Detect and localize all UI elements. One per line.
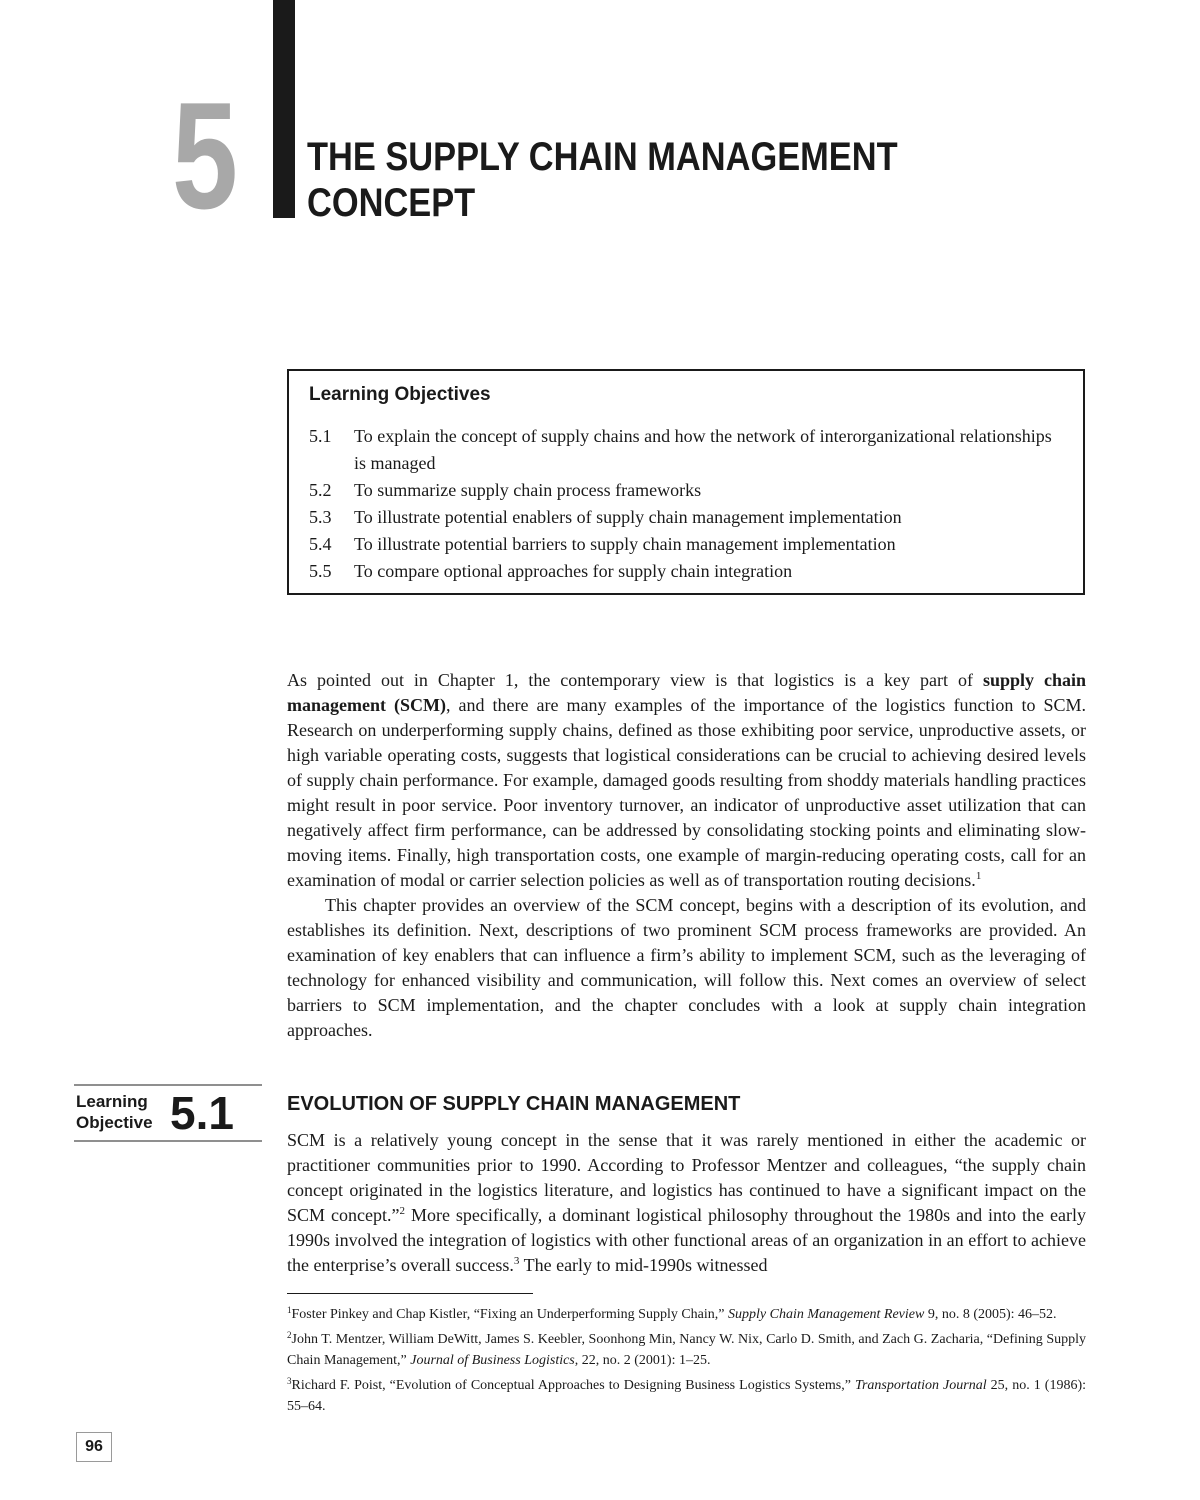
learning-objective-number: 5.5 bbox=[309, 561, 332, 581]
learning-objectives-heading: Learning Objectives bbox=[309, 384, 491, 405]
learning-objective-item bbox=[309, 558, 1063, 585]
margin-objective-label bbox=[76, 1091, 153, 1133]
section-heading: EVOLUTION OF SUPPLY CHAIN MANAGEMENT bbox=[287, 1093, 741, 1115]
intro-p1-text-a: As pointed out in Chapter 1, the contemporary view is that logistics is a key part of bbox=[287, 670, 983, 690]
footnote-text: John T. Mentzer, William DeWitt, James S. Keebler, Soonhong Min, Nancy W. Nix, Carlo D. Smith, and Zach G. Zacharia, “Defining Supply Chain Management,” bbox=[287, 1332, 1086, 1368]
footnote-ref-3: 3 bbox=[513, 1255, 520, 1267]
intro-paragraph-1 bbox=[287, 668, 1086, 893]
learning-objective-text: To compare optional approaches for supply chain integration bbox=[354, 561, 793, 581]
footnote-number: 2 bbox=[287, 1330, 292, 1340]
footnote bbox=[287, 1329, 1086, 1371]
learning-objective-item bbox=[309, 477, 1063, 504]
margin-objective-label-line1: Learning bbox=[76, 1092, 148, 1111]
footnote-text: 25, no. 1 (1986): 55–64. bbox=[287, 1378, 1086, 1414]
learning-objective-item bbox=[309, 531, 1063, 558]
section-text-c: The early to mid-1990s witnessed bbox=[519, 1255, 768, 1275]
footnote bbox=[287, 1375, 1086, 1417]
key-term-scm: supply chain management (SCM) bbox=[287, 670, 1086, 715]
section-text-a: SCM is a relatively young concept in the sense that it was rarely mentioned in either the academic or practitioner communities prior to 1990. According to Professor Mentzer and colleagues, “the supply chain concept originated in the logistics literature, and logistics has continued to have a significant impact on the SCM concept.” bbox=[287, 1130, 1086, 1225]
page-number: 96 bbox=[76, 1432, 112, 1462]
footnote-text: 9, no. 8 (2005): 46–52. bbox=[924, 1307, 1057, 1322]
learning-objective-item bbox=[309, 423, 1063, 477]
intro-p1-text-b: , and there are many examples of the importance of the logistics function to SCM. Research on underperforming supply chains, defined as those exhibiting poor service, unproductive assets, or high variable operating costs, suggests that logistical considerations can be crucial to achieving desired levels of supply chain performance. For example, damaged goods resulting from shoddy materials handling practices might result in poor service. Poor inventory turnover, an indicator of unproductive asset utilization that can negatively affect firm performance, can be addressed by consolidating stocking points and eliminating slow-moving items. Finally, high transportation costs, one example of margin-reducing operating costs, call for an examination of modal or carrier selection policies as well as of transportation routing decisions. bbox=[287, 695, 1086, 890]
footnote-journal: Transportation Journal bbox=[854, 1378, 987, 1393]
learning-objective-number: 5.1 bbox=[309, 426, 332, 446]
footnote-divider bbox=[287, 1293, 533, 1294]
learning-objective-number: 5.4 bbox=[309, 534, 332, 554]
learning-objective-text: To explain the concept of supply chains and how the network of interorganizational relationships is managed bbox=[354, 426, 1052, 473]
margin-objective-number: 5.1 bbox=[170, 1087, 234, 1139]
chapter-title bbox=[307, 134, 909, 226]
footnote bbox=[287, 1304, 1086, 1325]
footnote-text: , 22, no. 2 (2001): 1–25. bbox=[574, 1353, 711, 1368]
chapter-title-line1: THE SUPPLY CHAIN MANAGEMENT bbox=[307, 135, 898, 179]
learning-objective-text: To summarize supply chain process frameworks bbox=[354, 480, 702, 500]
learning-objective-item bbox=[309, 504, 1063, 531]
margin-learning-objective bbox=[74, 1084, 262, 1142]
section-body bbox=[287, 1128, 1086, 1278]
learning-objective-text: To illustrate potential enablers of supply chain management implementation bbox=[354, 507, 902, 527]
chapter-number: 5 bbox=[172, 71, 238, 241]
intro-body bbox=[287, 668, 1086, 1043]
learning-objective-number: 5.3 bbox=[309, 507, 332, 527]
margin-objective-label-line2: Objective bbox=[76, 1113, 153, 1132]
learning-objective-text: To illustrate potential barriers to supply chain management implementation bbox=[354, 534, 896, 554]
footnote-ref-1: 1 bbox=[975, 870, 982, 882]
footnote-journal: Journal of Business Logistics bbox=[410, 1353, 575, 1368]
chapter-title-line2: CONCEPT bbox=[307, 181, 476, 225]
footnote-ref-2: 2 bbox=[399, 1205, 405, 1217]
footnote-number: 3 bbox=[287, 1376, 292, 1386]
learning-objectives-box bbox=[287, 369, 1085, 595]
footnote-text: Richard F. Poist, “Evolution of Conceptual Approaches to Designing Business Logistics Systems,” bbox=[291, 1378, 855, 1393]
learning-objective-number: 5.2 bbox=[309, 480, 332, 500]
intro-paragraph-2: This chapter provides an overview of the SCM concept, begins with a description of its evolution, and establishes its definition. Next, descriptions of two prominent SCM process frameworks are provided. An examination of key enablers that can influence a firm’s ability to implement SCM, such as the leveraging of technology for enhanced visibility and communication, will follow this. Next comes an overview of select barriers to SCM implementation, and the chapter concludes with a look at supply chain integration approaches. bbox=[287, 895, 1086, 1040]
section-paragraph bbox=[287, 1128, 1086, 1278]
footnote-journal: Supply Chain Management Review bbox=[728, 1307, 925, 1322]
footnotes bbox=[287, 1304, 1086, 1421]
footnote-number: 1 bbox=[287, 1305, 292, 1315]
footnote-text: Foster Pinkey and Chap Kistler, “Fixing an Underperforming Supply Chain,” bbox=[291, 1307, 728, 1322]
chapter-title-bar bbox=[273, 0, 295, 218]
section-text-b: More specifically, a dominant logistical philosophy throughout the 1980s and into the early 1990s involved the integration of logistics with other functional areas of an organization in an effort to achieve the enterprise’s overall success. bbox=[287, 1205, 1086, 1275]
